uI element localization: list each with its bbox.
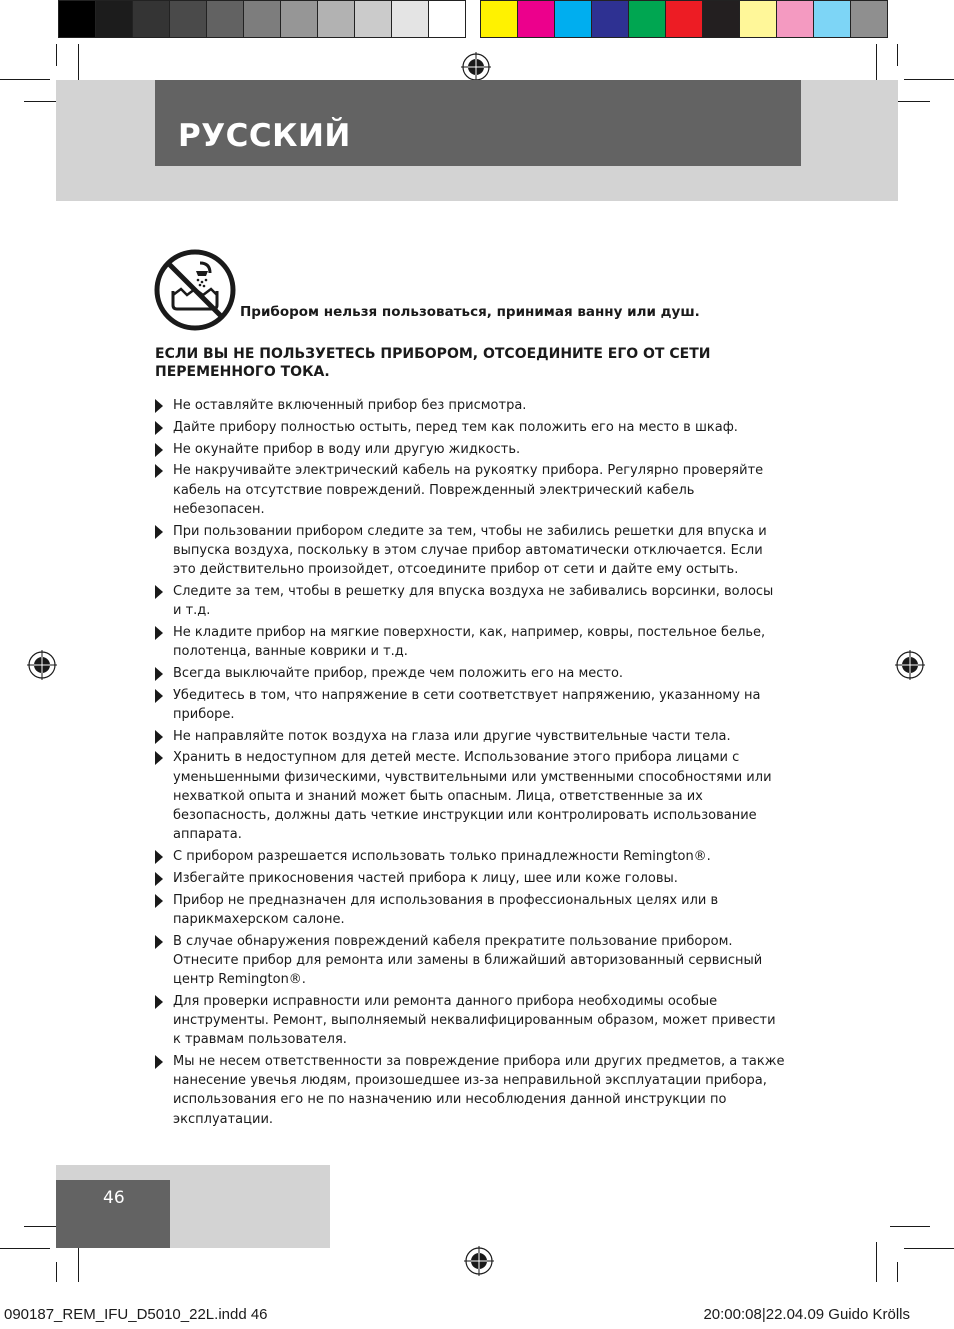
crop-mark [0,1248,50,1249]
bullet-arrow-icon [155,995,163,1009]
crop-mark [897,1262,898,1282]
crop-mark [904,79,954,80]
list-item-text: С прибором разрешается использовать только принадлежности Remington®. [173,849,711,864]
color-swatch [555,1,592,37]
color-swatch [96,1,133,37]
color-swatch [281,1,318,37]
list-item [155,664,785,683]
color-swatch [481,1,518,37]
safety-heading: ЕСЛИ ВЫ НЕ ПОЛЬЗУЕТЕСЬ ПРИБОРОМ, ОТСОЕДИНИТЕ ЕГО ОТ СЕТИ ПЕРЕМЕННОГО ТОКА. [155,346,711,380]
bullet-arrow-icon [155,1055,163,1069]
crop-mark [890,1226,930,1227]
list-item-text: Не направляйте поток воздуха на глаза или другие чувствительные части тела. [173,728,731,744]
registration-mark-icon [461,52,491,82]
registration-mark-icon [895,650,925,680]
color-bar [58,0,902,38]
color-swatch [777,1,814,37]
bullet-arrow-icon [155,626,163,640]
color-swatch [207,1,244,37]
list-item [155,461,785,519]
list-item-text: Не окунайте прибор в воду или другую жидкость. [173,441,521,457]
list-item-text: Мы не несем ответственности за повреждение прибора или других предметов, а также нанесение увечья людям, произошедшее из-за неправильной эксплуатации прибора, использования его не по назначению или несоблюдения данной инструкции по эксплуатации. [173,1054,785,1127]
list-item [155,748,785,844]
color-swatch [703,1,740,37]
color-swatch [629,1,666,37]
bullet-arrow-icon [155,935,163,949]
list-item-text: При пользовании прибором следите за тем, чтобы не забились решетки для впуска и выпуска воздуха, поскольку в этом случае прибор автоматически отключается. Если это действительно произойдет, отсоедините прибор от сети и дайте ему остыть. [173,523,767,577]
bullet-arrow-icon [155,850,163,864]
list-item [155,418,785,437]
crop-mark [897,44,898,66]
list-item [155,932,785,990]
list-item [155,440,785,459]
list-item-text: Всегда выключайте прибор, прежде чем положить его на место. [173,665,624,681]
color-swatch [740,1,777,37]
color-swatch [244,1,281,37]
warning-text: Прибором нельзя пользоваться, принимая ванну или душ. [240,304,700,320]
list-item-text: Не накручивайте электрический кабель на рукоятку прибора. Регулярно проверяйте кабель на отсутствие повреждений. Поврежденный электрический кабель небезопасен. [173,463,764,517]
bullet-arrow-icon [155,730,163,744]
list-item-text: Не кладите прибор на мягкие поверхности, как, например, ковры, постельное белье, полотенца, ванные коврики и т.д. [173,624,766,659]
list-item [155,686,785,724]
page-number: 46 [103,1188,125,1208]
list-item-text: Убедитесь в том, что напряжение в сети соответствует напряжению, указанному на приборе. [173,687,761,722]
list-item-text: Дайте прибору полностью остыть, перед тем как положить его на место в шкаф. [173,419,738,435]
print-slug-file: 090187_REM_IFU_D5010_22L.indd 46 [4,1306,268,1323]
color-swatch [814,1,851,37]
bullet-arrow-icon [155,399,163,413]
no-bath-shower-icon [154,249,236,331]
list-item-text: Для проверки исправности или ремонта данного прибора необходимы особые инструменты. Ремонт, выполняемый неквалифицированным образом, может привести к травмам пользователя. [173,993,776,1048]
safety-list [155,396,785,1131]
bullet-arrow-icon [155,421,163,435]
list-item [155,1052,785,1129]
color-swatch [851,1,887,37]
list-item [155,396,785,415]
color-swatch [518,1,555,37]
list-item [155,582,785,620]
crop-mark [0,79,50,80]
bullet-arrow-icon [155,894,163,908]
list-item [155,847,785,866]
list-item [155,869,785,888]
list-item-text: Следите за тем, чтобы в решетку для впуска воздуха не забивались ворсинки, волосы и т.д. [173,583,774,618]
crop-mark [904,1248,954,1249]
color-swatch [59,1,96,37]
list-item [155,891,785,929]
color-swatch [666,1,703,37]
page-title: РУССКИЙ [178,118,351,154]
bullet-arrow-icon [155,585,163,599]
list-item [155,727,785,746]
bullet-arrow-icon [155,443,163,457]
grayscale-swatches [58,0,466,38]
color-swatch [133,1,170,37]
registration-mark-icon [27,650,57,680]
color-swatch [170,1,207,37]
crop-mark [78,1242,79,1282]
process-color-swatches [480,0,888,38]
color-swatch [355,1,392,37]
print-slug-timestamp: 20:00:08|22.04.09 Guido Krölls [703,1306,910,1323]
bullet-arrow-icon [155,464,163,478]
color-swatch [429,1,465,37]
bullet-arrow-icon [155,667,163,681]
color-swatch [318,1,355,37]
list-item [155,992,785,1050]
crop-mark [56,1262,57,1282]
list-item-text: Избегайте прикосновения частей прибора к лицу, шее или коже головы. [173,870,678,886]
color-swatch [592,1,629,37]
crop-mark [876,1242,877,1282]
color-swatch [392,1,429,37]
list-item-text: Прибор не предназначен для использования в профессиональных целях или в парикмахерском салоне. [173,892,719,927]
list-item [155,522,785,580]
bullet-arrow-icon [155,751,163,765]
bullet-arrow-icon [155,525,163,539]
list-item [155,623,785,661]
registration-mark-icon [464,1246,494,1276]
bullet-arrow-icon [155,872,163,886]
crop-mark [56,44,57,66]
list-item-text: В случае обнаружения повреждений кабеля прекратите пользование прибором. Отнесите прибор для ремонта или замены в ближайший авторизованный сервисный центр Remington®. [173,933,763,987]
list-item-text: Хранить в недоступном для детей месте. Использование этого прибора лицами с уменьшенными физическими, чувствительными или умственными способностями или нехваткой опыта и знаний может быть опасным. Лица, ответственные за их безопасность, должны дать четкие инструкции или контролировать использование аппарата. [173,750,772,843]
list-item-text: Не оставляйте включенный прибор без присмотра. [173,398,527,413]
bullet-arrow-icon [155,689,163,703]
